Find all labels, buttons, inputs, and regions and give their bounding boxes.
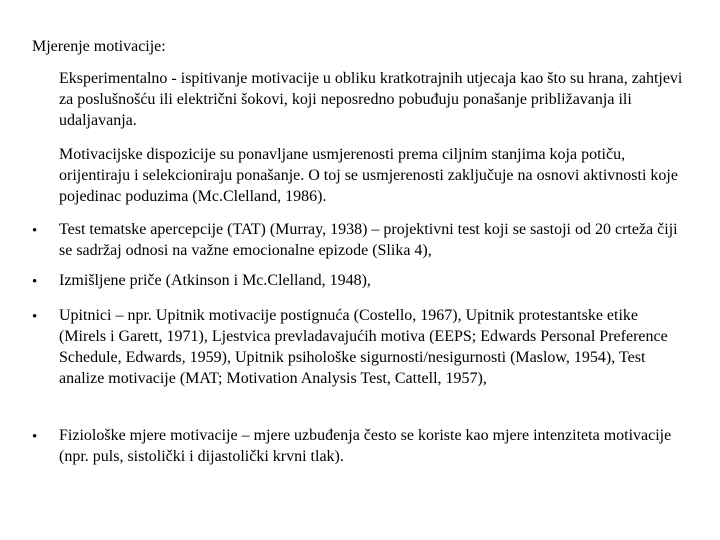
paragraph-dispositions: Motivacijske dispozicije su ponavljane usmjerenosti prema ciljnim stanjima koja potiču, orijentiraju i selekcioniraju ponašanje. O toj se usmjerenosti zaključuje na osnovi aktivnosti koje pojedinac poduzima (Mc.Clelland, 1986). — [59, 146, 678, 205]
bullet-marker: • — [32, 429, 38, 445]
bullet-marker: • — [32, 223, 38, 239]
bullet-marker: • — [32, 309, 38, 325]
bullet-item-physiological: Fiziološke mjere motivacije – mjere uzbuđenja često se koriste kao mjere intenziteta motivacije (npr. puls, sistolički i dijastolički krvni tlak). — [59, 427, 672, 465]
bullet-item-questionnaires: Upitnici – npr. Upitnik motivacije postignuća (Costello, 1967), Upitnik protestantske etike (Mirels i Garett, 1971), Ljestvica prevladavajućih motiva (EEPS; Edwards Personal Preference Schedule, Edwards, 1959), Upitnik psihološke sigurnosti/nesigurnosti (Maslow, 1954), Test analize motivacije (MAT; Motivation Analysis Test, Cattell, 1957), — [59, 307, 668, 387]
paragraph-experimental: Eksperimentalno - ispitivanje motivacije u obliku kratkotrajnih utjecaja kao što su hrana, zahtjevi za poslušnošću ili električni šokovi, koji neposredno pobuđuju ponašanje približavanja ili udaljavanja. — [59, 70, 683, 129]
slide-title: Mjerenje motivacije: — [32, 38, 166, 55]
bullet-marker: • — [32, 274, 38, 290]
bullet-item-stories: Izmišljene priče (Atkinson i Mc.Clelland, 1948), — [59, 272, 371, 289]
bullet-item-tat: Test tematske apercepcije (TAT) (Murray, 1938) – projektivni test koji se sastoji od 20 crteža čiji se sadržaj odnosi na važne emocionalne epizode (Slika 4), — [59, 221, 678, 259]
